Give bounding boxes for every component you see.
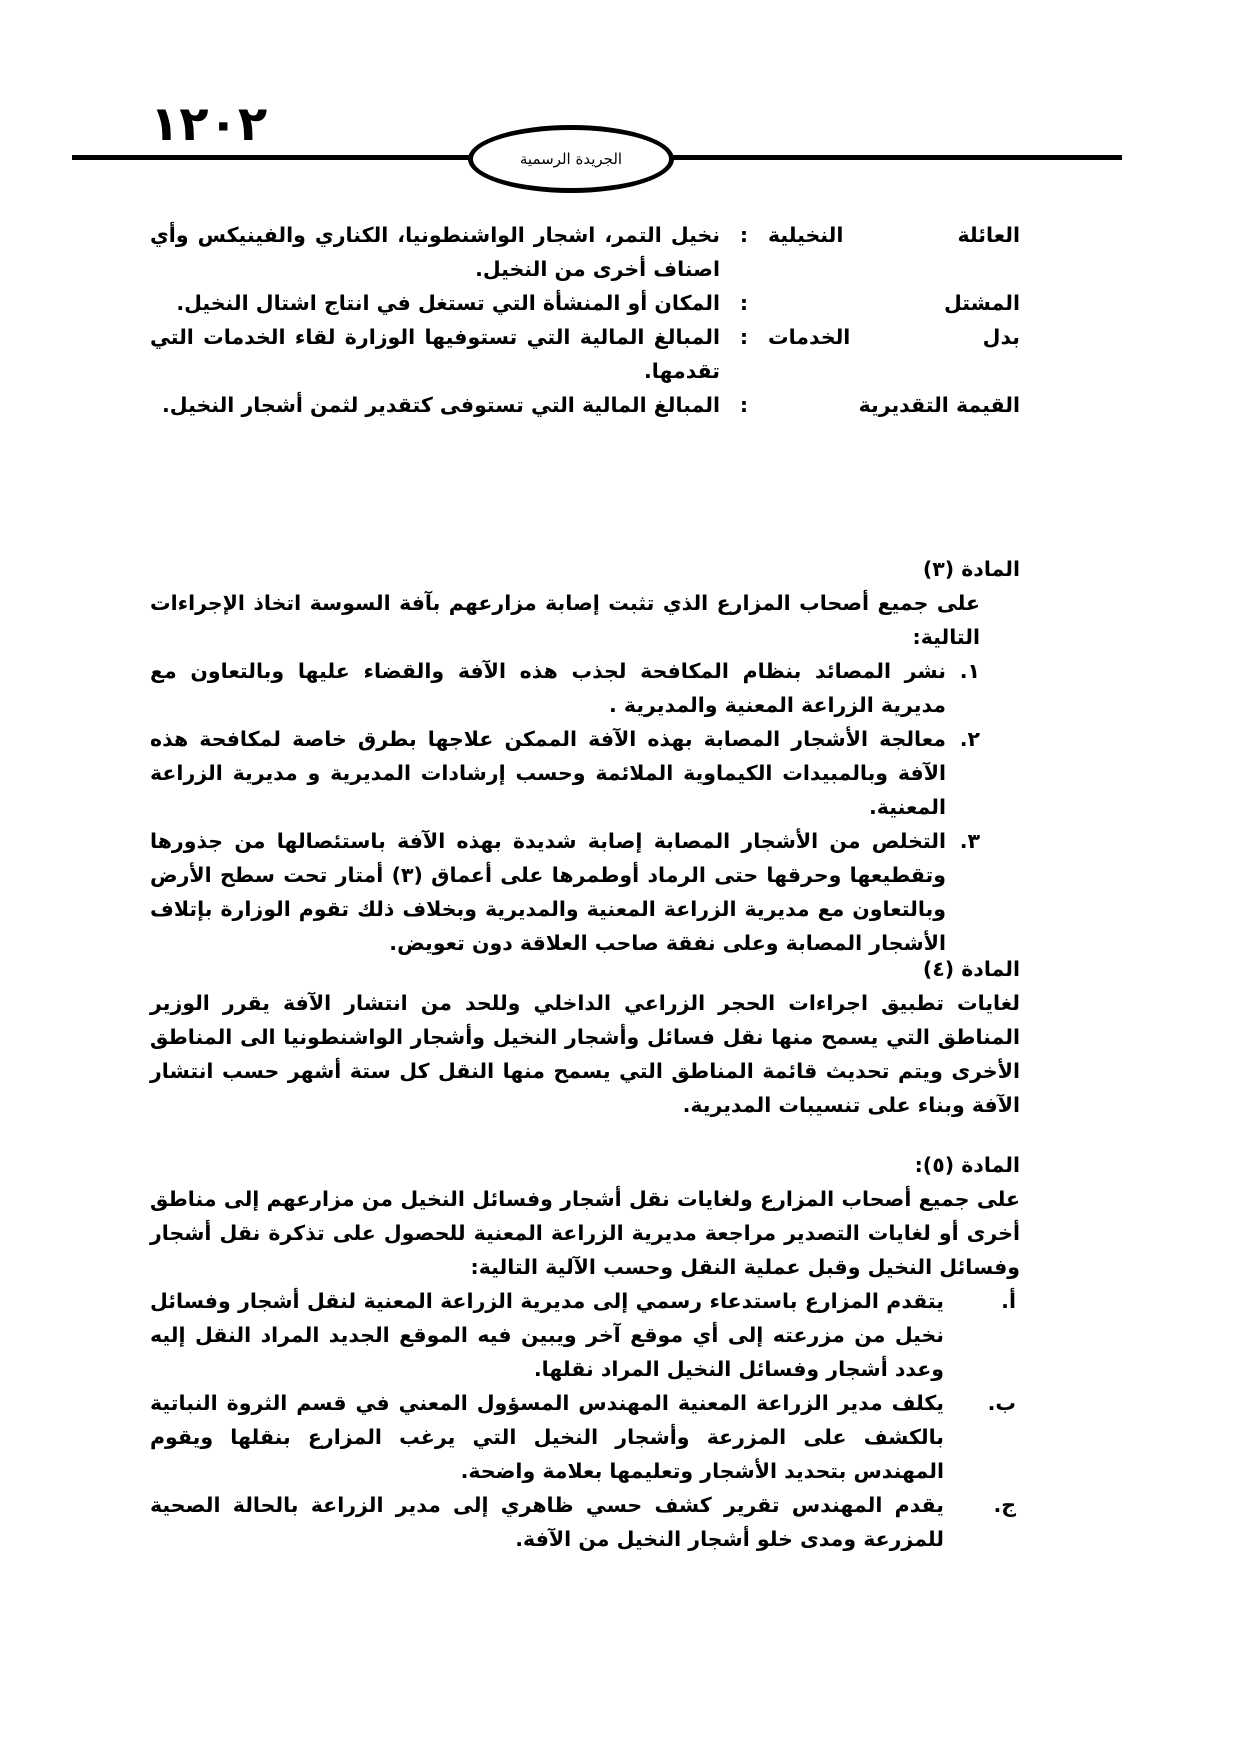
definition-term: العائلة النخيلية bbox=[768, 223, 1020, 247]
definition-row bbox=[150, 286, 1020, 320]
article-3-intro: على جميع أصحاب المزارع الذي تثبت إصابة مزارعهم بآفة السوسة اتخاذ الإجراءات التالية: bbox=[150, 591, 980, 649]
definition-colon: : bbox=[739, 393, 749, 417]
definition-text: المبالغ المالية التي تستوفيها الوزارة لقاء الخدمات التي تقدمها. bbox=[150, 325, 720, 383]
list-item bbox=[150, 824, 980, 960]
definition-row bbox=[150, 388, 1020, 422]
article-5-title: المادة (٥): bbox=[914, 1153, 1020, 1177]
list-marker: ج. bbox=[993, 1493, 1016, 1517]
definition-row bbox=[150, 218, 1020, 286]
definition-colon: : bbox=[739, 223, 749, 247]
definition-colon: : bbox=[739, 291, 749, 315]
list-marker: ١. bbox=[959, 659, 980, 683]
definition-text: المبالغ المالية التي تستوفى كتقدير لثمن أشجار النخيل. bbox=[161, 393, 720, 417]
article-5 bbox=[150, 1148, 1020, 1556]
list-marker: ٢. bbox=[959, 727, 980, 751]
list-marker: ب. bbox=[987, 1391, 1016, 1415]
definitions-section bbox=[150, 218, 1020, 422]
page-number: ١٢٠٢ bbox=[150, 96, 268, 152]
list-item bbox=[150, 1284, 1020, 1386]
definition-term: المشتل bbox=[944, 291, 1020, 315]
list-item-text: يقدم المهندس تقرير كشف حسي ظاهري إلى مدير الزراعة بالحالة الصحية للمزرعة ومدى خلو أشجار النخيل من الآفة. bbox=[150, 1493, 944, 1551]
list-item bbox=[150, 654, 980, 722]
article-4-title: المادة (٤) bbox=[922, 957, 1020, 981]
article-3 bbox=[150, 552, 1020, 960]
definition-colon: : bbox=[739, 325, 749, 349]
article-5-intro: على جميع أصحاب المزارع ولغايات نقل أشجار وفسائل النخيل من مزارعهم إلى مناطق أخرى أو لغايات التصدير مراجعة مديرية الزراعة المعنية للحصول على تذكرة نقل أشجار وفسائل النخيل وقبل عملية النقل وحسب الآلية التالية: bbox=[150, 1187, 1020, 1279]
list-item bbox=[150, 1488, 1020, 1556]
article-4 bbox=[150, 952, 1020, 1122]
list-item-text: نشر المصائد بنظام المكافحة لجذب هذه الآفة والقضاء عليها وبالتعاون مع مديرية الزراعة المعنية والمديرية . bbox=[150, 659, 946, 717]
article-4-text: لغايات تطبيق اجراءات الحجر الزراعي الداخلي وللحد من انتشار الآفة يقرر الوزير المناطق التي يسمح منها نقل فسائل وأشجار النخيل وأشجار الواشنطونيا الى المناطق الأخرى ويتم تحديث قائمة المناطق التي يسمح منها النقل كل ستة أشهر حسب انتشار الآفة وبناء على تنسيبات المديرية. bbox=[150, 991, 1020, 1117]
gazette-title: الجريدة الرسمية bbox=[519, 150, 623, 168]
list-item-text: يتقدم المزارع باستدعاء رسمي إلى مديرية الزراعة المعنية لنقل أشجار وفسائل نخيل من مزرعته إلى أي موقع آخر ويبين فيه الموقع الجديد المراد النقل إليه وعدد أشجار وفسائل النخيل المراد نقلها. bbox=[150, 1289, 944, 1381]
definition-term: القيمة التقديرية bbox=[858, 393, 1020, 417]
list-item-text: يكلف مدير الزراعة المعنية المهندس المسؤول المعني في قسم الثروة النباتية بالكشف على المزرعة وأشجار النخيل التي يرغب المزارع بنقلها ويقوم المهندس بتحديد الأشجار وتعليمها بعلامة واضحة. bbox=[150, 1391, 944, 1483]
list-item bbox=[150, 1386, 1020, 1488]
list-marker: أ. bbox=[1001, 1289, 1016, 1313]
list-marker: ٣. bbox=[959, 829, 980, 853]
definition-text: نخيل التمر، اشجار الواشنطونيا، الكناري والفينيكس وأي اصناف أخرى من النخيل. bbox=[150, 223, 720, 281]
article-3-title: المادة (٣) bbox=[922, 557, 1020, 581]
list-item-text: معالجة الأشجار المصابة بهذه الآفة الممكن علاجها بطرق خاصة لمكافحة هذه الآفة وبالمبيدات الكيماوية الملائمة وحسب إرشادات المديرية و مديرية الزراعة المعنية. bbox=[150, 727, 946, 819]
definition-row bbox=[150, 320, 1020, 388]
definition-term: بدل الخدمات bbox=[768, 325, 1020, 349]
gazette-title-oval bbox=[468, 125, 674, 193]
list-item bbox=[150, 722, 980, 824]
list-item-text: التخلص من الأشجار المصابة إصابة شديدة بهذه الآفة باستئصالها من جذورها وتقطيعها وحرقها حتى الرماد أوطمرها على أعماق (٣) أمتار تحت سطح الأرض وبالتعاون مع مديرية الزراعة المعنية والمديرية وبخلاف ذلك تقوم الوزارة بإتلاف الأشجار المصابة وعلى نفقة صاحب العلاقة دون تعويض. bbox=[150, 829, 946, 955]
definition-text: المكان أو المنشأة التي تستغل في انتاج اشتال النخيل. bbox=[176, 291, 720, 315]
